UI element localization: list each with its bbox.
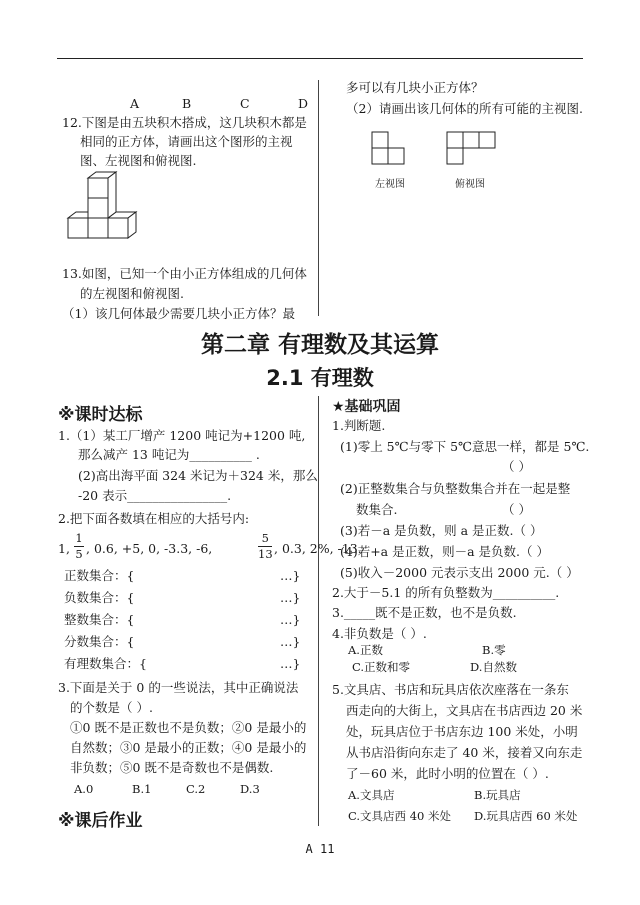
q3-option-d: D.3 [240, 782, 260, 796]
q1-2b: -20 表示________________. [78, 488, 232, 503]
section-title: 2.1 有理数 [266, 366, 374, 390]
section-heading-class: ※课时达标 [58, 405, 143, 425]
q2-numbers-2: , 0.6, +5, 0, -3.3, -6, [86, 541, 213, 556]
q13-line1: 13.如图，已知一个由小正方体组成的几何体 [62, 266, 307, 281]
q3-line-c: ①0 既不是正数也不是负数；②0 是最小的 [70, 720, 307, 735]
cube-front-3 [108, 218, 128, 238]
q12-line3: 图、左视图和俯视图. [80, 153, 197, 168]
q1-1a: 1.（1）某工厂增产 1200 吨记为+1200 吨, [58, 428, 306, 443]
set-fraction-end: …} [280, 634, 301, 649]
q13-line3: （1）该几何体最少需要几块小正方体？最 [62, 306, 295, 321]
fraction-1-denominator: 5 [75, 547, 83, 562]
q2-prompt: 2.把下面各数填在相应的大括号内: [58, 511, 250, 526]
q3-line-b: 的个数是（ ）. [70, 700, 153, 715]
r-q1: 1.判断题. [332, 418, 386, 433]
set-negative-label: 负数集合：{ [64, 590, 135, 605]
q2-numbers-1: 1, [58, 541, 70, 556]
q3-option-b: B.1 [132, 782, 152, 796]
q12-line2: 相同的正方体，请画出这个图形的主视 [80, 134, 293, 149]
r-q1-4: (4)若+a 是正数，则－a 是负数.（ ） [340, 544, 549, 559]
r-q1-5: (5)收入－2000 元表示支出 2000 元.（ ） [340, 565, 579, 580]
header-rule [57, 58, 583, 59]
r-q5-d: 从书店沿街向东走了 40 米，接着又向东走 [346, 745, 583, 760]
r-q5-option-b: B.玩具店 [474, 788, 521, 802]
top-view-figure [445, 130, 505, 176]
r-q4: 4.非负数是（ ）. [332, 626, 427, 641]
set-positive-end: …} [280, 568, 301, 583]
r-q1-1-paren: （ ） [502, 459, 531, 474]
fraction-neg-five-thirteenths [258, 532, 273, 561]
top-view-caption: 俯视图 [455, 179, 485, 190]
r-q5-option-a: A.文具店 [348, 788, 395, 802]
set-fraction-label: 分数集合：{ [64, 634, 135, 649]
r-q4-option-b: B.零 [482, 643, 506, 657]
q3-line-d: 自然数；③0 是最小的正数；④0 是最小的 [70, 740, 307, 755]
fraction-1-numerator: 1 [75, 531, 83, 545]
r-q2: 2.大于－5.1 的所有负整数为__________. [332, 585, 560, 600]
r-q5-c: 处，玩具店位于书店东边 100 米处，小明 [346, 724, 578, 739]
r-q4-option-a: A.正数 [348, 643, 383, 657]
right-top-line2: （2）请画出该几何体的所有可能的主视图. [346, 101, 583, 116]
r-q4-option-c: C.正数和零 [352, 660, 411, 674]
q12-line1: 12.下图是由五块积木搭成，这几块积木都是 [62, 115, 307, 130]
fraction-2-denominator: 13 [258, 547, 273, 562]
r-q5-a: 5.文具店、书店和玩具店依次座落在一条东 [332, 682, 569, 697]
r-q5-option-c: C.文具店西 40 米处 [348, 809, 451, 823]
r-q1-2-paren: （ ） [502, 502, 531, 517]
q3-line-a: 3.下面是关于 0 的一些说法，其中正确说法 [58, 680, 299, 695]
choice-letter-d: D [298, 96, 309, 111]
right-top-line1: 多可以有几块小正方体？ [346, 80, 484, 95]
r-q3: 3._____既不是正数，也不是负数. [332, 605, 517, 620]
fraction-one-fifth [74, 532, 84, 561]
cube-front-1 [68, 218, 88, 238]
r-q1-2b: 数集合. [356, 502, 398, 517]
left-view-figure [370, 130, 406, 176]
column-divider-top [318, 80, 319, 316]
set-integer-label: 整数集合：{ [64, 612, 135, 627]
cube-front-5 [88, 178, 108, 198]
q1-1b: 那么减产 13 吨记为__________ . [78, 447, 260, 462]
section-heading-basics: ★基础巩固 [332, 399, 401, 415]
cube-front-2 [88, 218, 108, 238]
set-positive-label: 正数集合：{ [64, 568, 135, 583]
set-negative-end: …} [280, 590, 301, 605]
cube-front-4 [88, 198, 108, 218]
choice-letter-c: C [240, 96, 250, 111]
set-integer-end: …} [280, 612, 301, 627]
chapter-title: 第二章 有理数及其运算 [200, 332, 439, 358]
r-q1-3: (3)若－a 是负数，则 a 是正数.（ ） [340, 523, 543, 538]
set-rational-end: …} [280, 656, 301, 671]
r-q5-b: 西走向的大街上，文具店在书店西边 20 米 [346, 703, 583, 718]
r-q1-2a: (2)正整数集合与负整数集合并在一起是整 [340, 481, 571, 496]
fraction-2-numerator: 5 [261, 531, 269, 545]
q3-option-a: A.0 [74, 782, 94, 796]
q3-option-c: C.2 [186, 782, 206, 796]
r-q5-e: 了－60 米，此时小明的位置在（ ）. [346, 766, 549, 781]
r-q1-1: (1)零上 5℃与零下 5℃意思一样，都是 5℃. [340, 439, 590, 454]
page-number: A 11 [305, 842, 335, 856]
section-heading-homework: ※课后作业 [58, 811, 143, 831]
block-figure [60, 170, 140, 250]
r-q4-option-d: D.自然数 [470, 660, 517, 674]
choice-letter-a: A [130, 96, 140, 111]
column-divider-bottom [318, 396, 319, 826]
set-rational-label: 有理数集合：{ [64, 656, 147, 671]
q1-2a: (2)高出海平面 324 米记为＋324 米，那么 [78, 468, 318, 483]
q13-line2: 的左视图和俯视图. [80, 286, 184, 301]
left-view-caption: 左视图 [375, 179, 405, 190]
q3-line-e: 非负数；⑤0 既不是奇数也不是偶数. [70, 760, 274, 775]
choice-letter-b: B [182, 96, 192, 111]
r-q5-option-d: D.玩具店西 60 米处 [474, 809, 578, 823]
q2-numbers-3: , 0.3, 2%, -13. [274, 541, 362, 556]
